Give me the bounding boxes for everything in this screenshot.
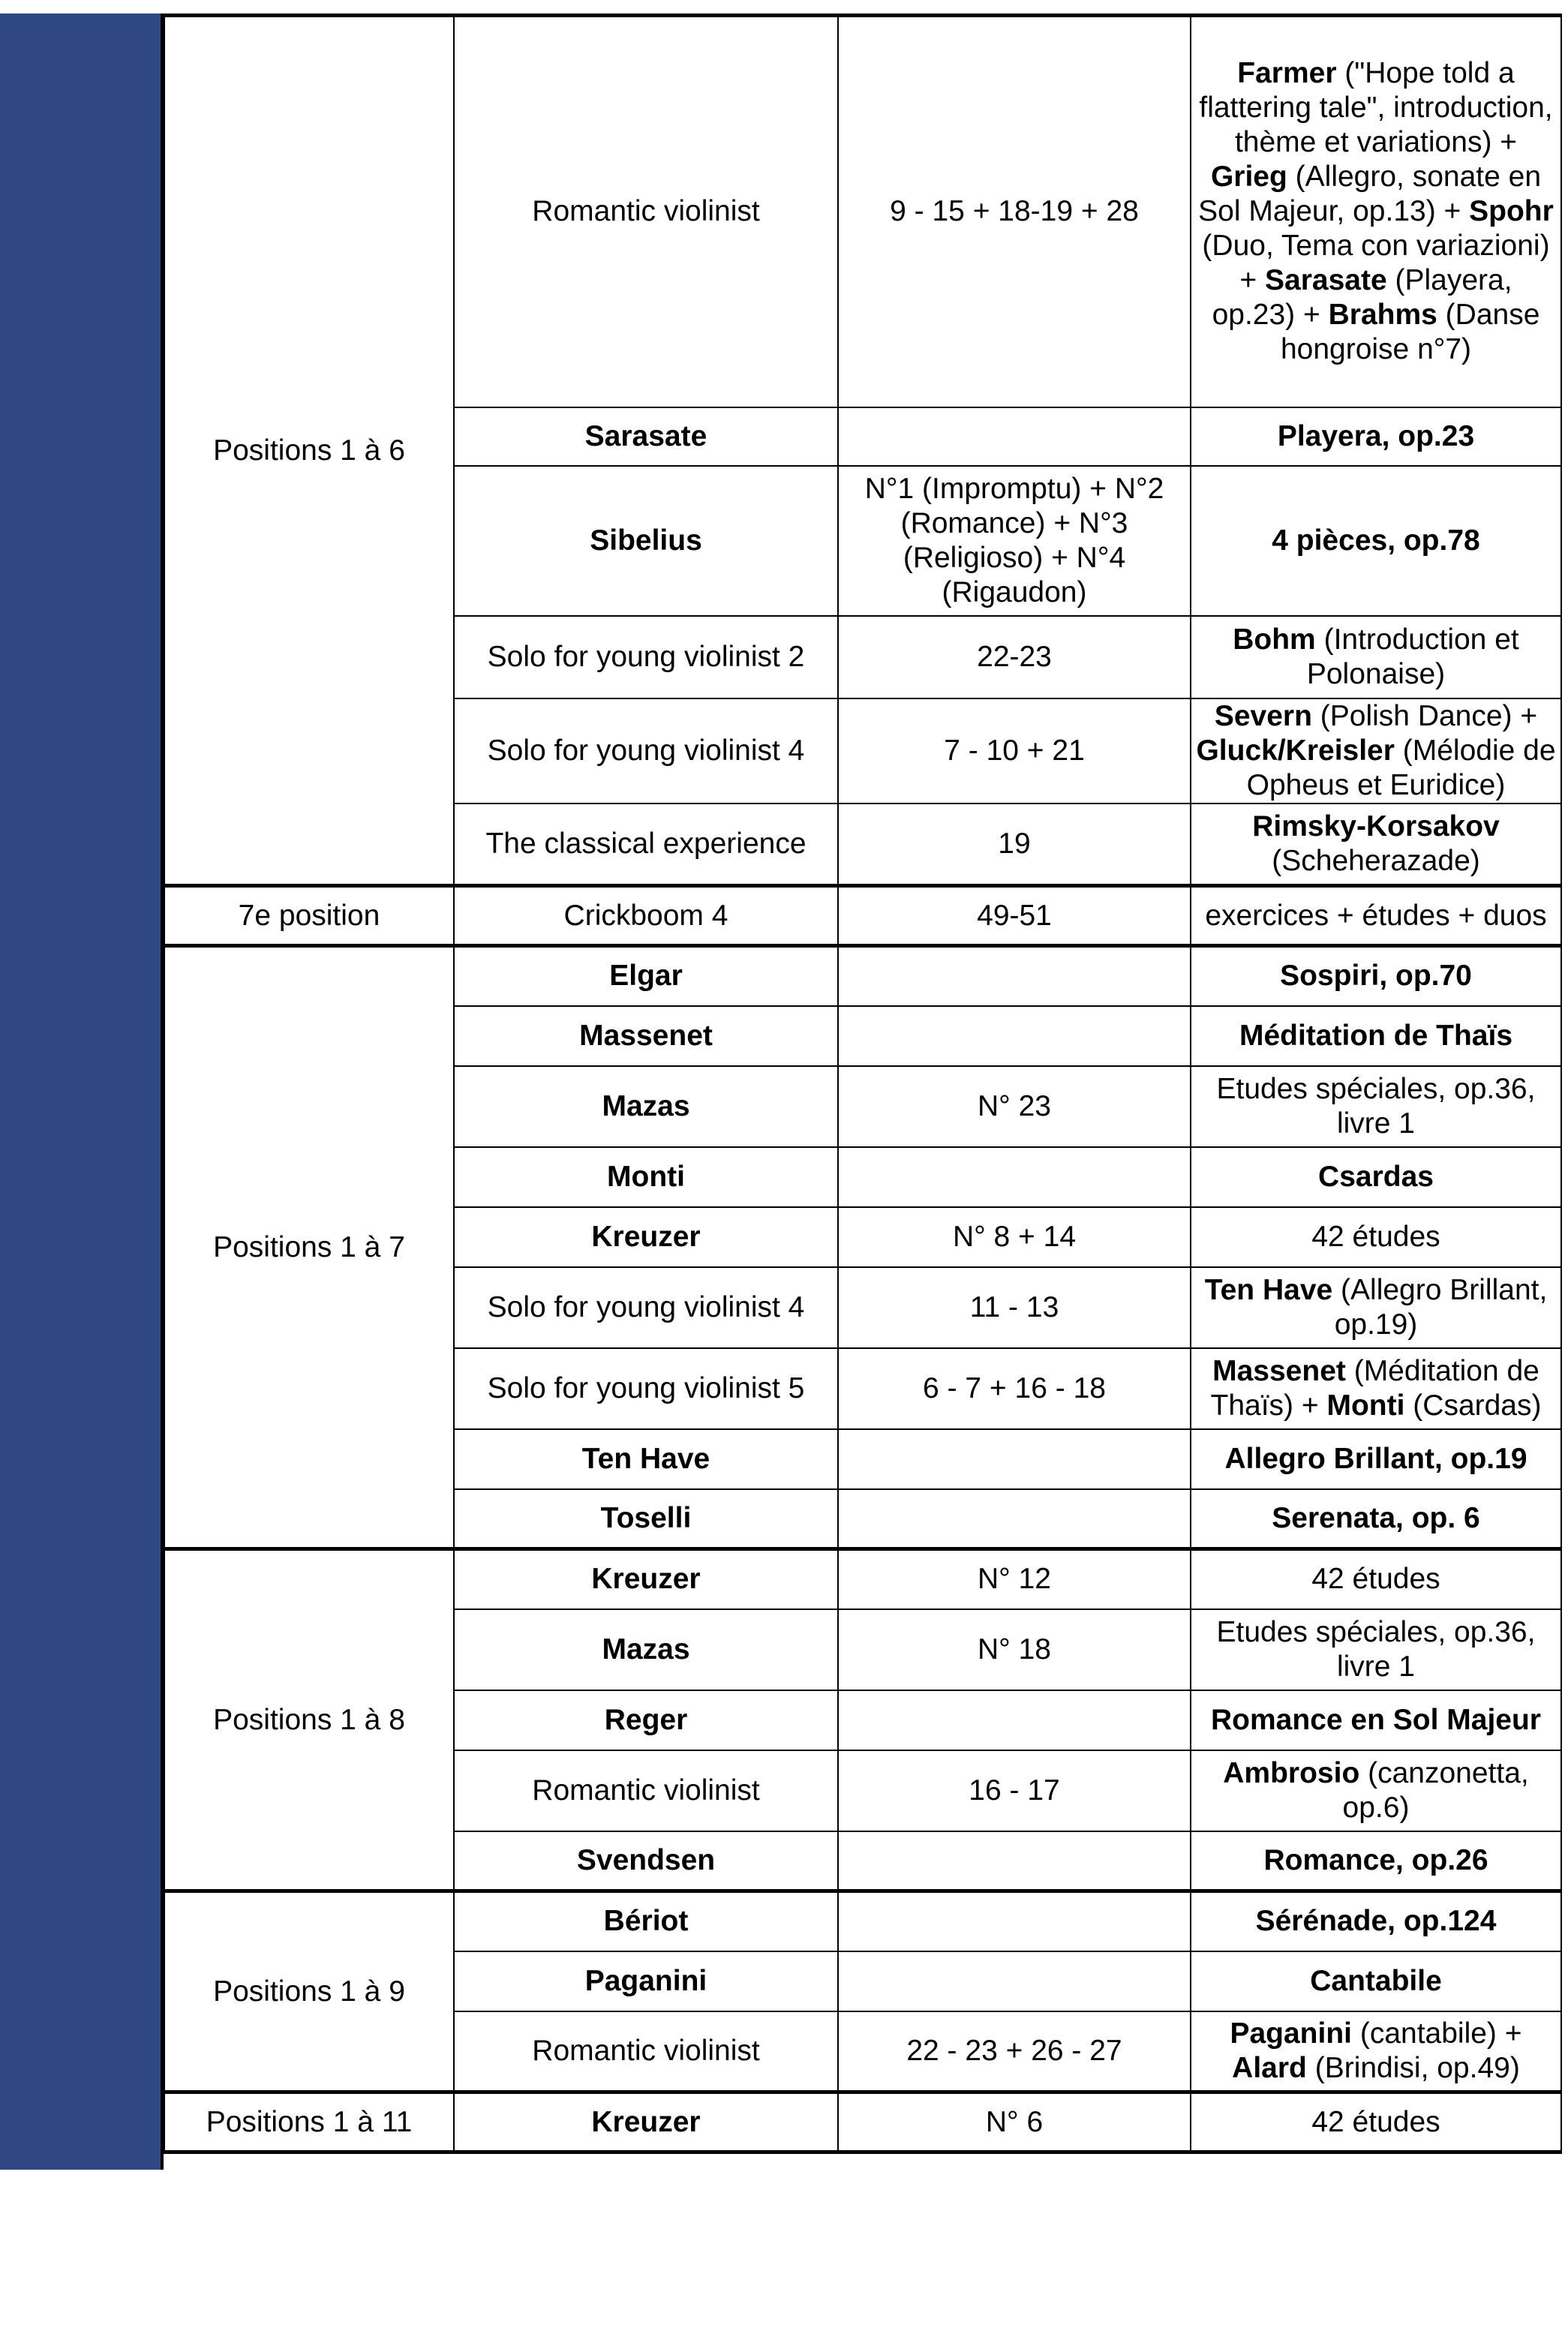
composer-name: Romance en Sol Majeur (1211, 1703, 1541, 1736)
content-text: ("Hope told a flattering tale", introduction, thème et variations) + (1199, 57, 1553, 159)
content-text: exercices + études + duos (1205, 899, 1547, 932)
composer-name: Sospiri, op.70 (1280, 960, 1472, 993)
work-cell: Bériot (454, 1891, 838, 1951)
numbers-cell: N°1 (Impromptu) + N°2 (Romance) + N°3 (Religioso) + N°4 (Rigaudon) (838, 466, 1191, 616)
content-text: (Csardas) (1404, 1389, 1542, 1422)
work-cell: Sarasate (454, 407, 838, 466)
numbers-cell: 9 - 15 + 18-19 + 28 (838, 16, 1191, 407)
work-cell: Kreuzer (454, 2092, 838, 2152)
composer-name: Serenata, op. 6 (1272, 1501, 1480, 1534)
composer-name: Severn (1214, 699, 1312, 732)
content-cell (1191, 1609, 1561, 1690)
content-text: Etudes spéciales, op.36, livre 1 (1216, 1615, 1536, 1683)
content-cell (1191, 1750, 1561, 1831)
content-cell (1191, 1348, 1561, 1429)
composer-name: Farmer (1237, 57, 1337, 90)
repertoire-table (164, 14, 1562, 2154)
composer-name: Méditation de Thaïs (1239, 1019, 1513, 1052)
work-cell: Romantic violinist (454, 1750, 838, 1831)
position-cell: Positions 1 à 11 (164, 2092, 454, 2152)
numbers-cell (838, 1831, 1191, 1891)
work-cell: Romantic violinist (454, 16, 838, 407)
composer-name: Sarasate (1265, 264, 1387, 297)
content-cell (1191, 804, 1561, 886)
repertoire-table-body (164, 16, 1561, 2152)
content-text: (Allegro Brillant, op.19) (1332, 1273, 1548, 1341)
work-cell: Ten Have (454, 1429, 838, 1489)
work-cell: Reger (454, 1690, 838, 1750)
composer-name: Bohm (1233, 623, 1316, 656)
content-cell (1191, 1951, 1561, 2011)
content-text: Etudes spéciales, op.36, livre 1 (1216, 1072, 1536, 1140)
content-cell (1191, 407, 1561, 466)
content-text: (canzonetta, op.6) (1342, 1756, 1529, 1824)
composer-name: Paganini (1230, 2017, 1352, 2050)
content-cell (1191, 1267, 1561, 1348)
numbers-cell: N° 6 (838, 2092, 1191, 2152)
position-cell: Positions 1 à 9 (164, 1891, 454, 2092)
content-text: 42 études (1311, 2105, 1440, 2138)
numbers-cell: N° 23 (838, 1066, 1191, 1147)
table-row (164, 886, 1561, 946)
numbers-cell: 16 - 17 (838, 1750, 1191, 1831)
composer-name: Cantabile (1310, 1964, 1442, 1997)
numbers-cell (838, 407, 1191, 466)
work-cell: Massenet (454, 1006, 838, 1066)
work-cell: Mazas (454, 1066, 838, 1147)
work-cell: Solo for young violinist 2 (454, 616, 838, 698)
work-cell: Monti (454, 1147, 838, 1207)
content-text: (Allegro, sonate en Sol Majeur, op.13) + (1198, 161, 1542, 228)
content-text: (Playera, op.23) + (1212, 264, 1512, 332)
work-cell: Elgar (454, 946, 838, 1006)
content-cell (1191, 616, 1561, 698)
work-cell: Mazas (454, 1609, 838, 1690)
content-cell (1191, 946, 1561, 1006)
numbers-cell: 19 (838, 804, 1191, 886)
position-cell: 7e position (164, 886, 454, 946)
work-cell: Solo for young violinist 4 (454, 698, 838, 804)
content-cell (1191, 698, 1561, 804)
numbers-cell: N° 8 + 14 (838, 1207, 1191, 1267)
numbers-cell: 6 - 7 + 16 - 18 (838, 1348, 1191, 1429)
table-row (164, 1549, 1561, 1609)
composer-name: 4 pièces, op.78 (1272, 524, 1480, 557)
content-cell (1191, 16, 1561, 407)
composer-name: Ten Have (1204, 1273, 1333, 1306)
numbers-cell (838, 1006, 1191, 1066)
work-cell: Paganini (454, 1951, 838, 2011)
numbers-cell (838, 1951, 1191, 2011)
content-cell (1191, 1429, 1561, 1489)
composer-name: Csardas (1318, 1160, 1434, 1193)
numbers-cell (838, 1429, 1191, 1489)
content-cell (1191, 1489, 1561, 1549)
position-cell: Positions 1 à 7 (164, 946, 454, 1549)
position-cell: Positions 1 à 8 (164, 1549, 454, 1891)
work-cell: Solo for young violinist 5 (454, 1348, 838, 1429)
numbers-cell: 22 - 23 + 26 - 27 (838, 2011, 1191, 2092)
content-cell (1191, 1891, 1561, 1951)
work-cell: Svendsen (454, 1831, 838, 1891)
numbers-cell: N° 12 (838, 1549, 1191, 1609)
composer-name: Sérénade, op.124 (1255, 1905, 1497, 1938)
table-row (164, 1891, 1561, 1951)
numbers-cell: 49-51 (838, 886, 1191, 946)
table-row (164, 946, 1561, 1006)
numbers-cell (838, 1147, 1191, 1207)
content-cell (1191, 466, 1561, 616)
sidebar-band (0, 14, 161, 2170)
content-cell (1191, 1549, 1561, 1609)
content-cell (1191, 1006, 1561, 1066)
content-text: (cantabile) + (1352, 2017, 1522, 2050)
content-cell (1191, 886, 1561, 946)
content-text: (Scheherazade) (1272, 844, 1480, 877)
numbers-cell (838, 1489, 1191, 1549)
content-cell (1191, 1831, 1561, 1891)
numbers-cell: 7 - 10 + 21 (838, 698, 1191, 804)
content-cell (1191, 2092, 1561, 2152)
work-cell: Toselli (454, 1489, 838, 1549)
work-cell: Romantic violinist (454, 2011, 838, 2092)
work-cell: Crickboom 4 (454, 886, 838, 946)
numbers-cell: N° 18 (838, 1609, 1191, 1690)
content-cell (1191, 2011, 1561, 2092)
numbers-cell (838, 946, 1191, 1006)
position-cell: Positions 1 à 6 (164, 16, 454, 886)
composer-name: Grieg (1210, 161, 1287, 194)
content-cell (1191, 1066, 1561, 1147)
work-cell: Solo for young violinist 4 (454, 1267, 838, 1348)
content-cell (1191, 1147, 1561, 1207)
content-text: (Danse hongroise n°7) (1280, 299, 1540, 366)
table-row (164, 2092, 1561, 2152)
composer-name: Allegro Brillant, op.19 (1224, 1442, 1527, 1475)
content-text: (Polish Dance) + (1311, 699, 1538, 732)
composer-name: Monti (1326, 1389, 1405, 1422)
content-text: 42 études (1311, 1563, 1440, 1596)
numbers-cell: 11 - 13 (838, 1267, 1191, 1348)
composer-name: Gluck/Kreisler (1196, 734, 1395, 767)
content-text: 42 études (1311, 1220, 1440, 1253)
composer-name: Alard (1232, 2051, 1307, 2084)
work-cell: Sibelius (454, 466, 838, 616)
content-text: (Mélodie de Opheus et Euridice) (1246, 734, 1556, 801)
content-cell (1191, 1690, 1561, 1750)
content-text: (Brindisi, op.49) (1306, 2051, 1520, 2084)
composer-name: Massenet (1212, 1354, 1346, 1387)
composer-name: Brahms (1328, 299, 1437, 332)
composer-name: Ambrosio (1223, 1756, 1360, 1789)
composer-name: Spohr (1469, 195, 1554, 228)
content-cell (1191, 1207, 1561, 1267)
work-cell: Kreuzer (454, 1207, 838, 1267)
work-cell: Kreuzer (454, 1549, 838, 1609)
work-cell: The classical experience (454, 804, 838, 886)
table-row (164, 16, 1561, 407)
numbers-cell (838, 1891, 1191, 1951)
numbers-cell: 22-23 (838, 616, 1191, 698)
composer-name: Playera, op.23 (1277, 419, 1475, 452)
composer-name: Rimsky-Korsakov (1252, 810, 1500, 843)
numbers-cell (838, 1690, 1191, 1750)
content-text: (Méditation de Thaïs) + (1210, 1354, 1539, 1422)
composer-name: Romance, op.26 (1263, 1843, 1488, 1876)
content-text: (Introduction et Polonaise) (1306, 623, 1519, 690)
content-text: (Duo, Tema con variazioni) + (1202, 230, 1550, 297)
